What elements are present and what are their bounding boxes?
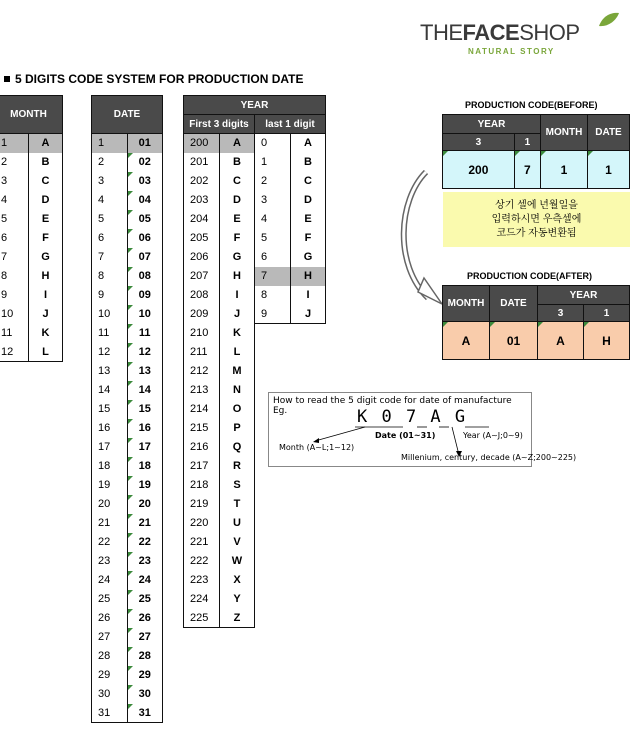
after-year-last-value: H bbox=[583, 322, 629, 360]
month-number: 9 bbox=[0, 286, 29, 305]
before-month-input[interactable]: 1 bbox=[541, 151, 588, 189]
year-last-digit: 3 bbox=[255, 191, 291, 210]
date-code: 25 bbox=[127, 590, 163, 609]
date-number: 12 bbox=[92, 343, 128, 362]
year-first-code: I bbox=[220, 286, 255, 305]
date-number: 15 bbox=[92, 400, 128, 419]
date-row bbox=[92, 248, 163, 267]
year-first-code: A bbox=[220, 134, 255, 153]
year-first-digits: 217 bbox=[184, 457, 220, 476]
month-row bbox=[0, 286, 63, 305]
month-row bbox=[0, 210, 63, 229]
brand-name: THEFACESHOP bbox=[420, 20, 580, 45]
month-row bbox=[0, 134, 63, 153]
year-row bbox=[184, 590, 326, 609]
after-year-sub-1: 1 bbox=[583, 305, 629, 322]
year-row bbox=[184, 305, 326, 324]
year-first-digits: 211 bbox=[184, 343, 220, 362]
after-month-value: A bbox=[443, 322, 490, 360]
date-row bbox=[92, 685, 163, 704]
year-first-code: D bbox=[220, 191, 255, 210]
date-number: 18 bbox=[92, 457, 128, 476]
year-first-digits: 204 bbox=[184, 210, 220, 229]
year-row bbox=[184, 191, 326, 210]
month-row bbox=[0, 343, 63, 362]
date-number: 19 bbox=[92, 476, 128, 495]
date-number: 24 bbox=[92, 571, 128, 590]
date-row bbox=[92, 438, 163, 457]
date-code: 03 bbox=[127, 172, 163, 191]
before-date-header: DATE bbox=[588, 115, 630, 151]
date-row bbox=[92, 571, 163, 590]
year-first-digits: 225 bbox=[184, 609, 220, 628]
month-code: I bbox=[29, 286, 63, 305]
year-first-digits: 222 bbox=[184, 552, 220, 571]
date-row bbox=[92, 191, 163, 210]
date-number: 25 bbox=[92, 590, 128, 609]
label-date: Date (01~31) bbox=[375, 431, 436, 440]
date-code: 27 bbox=[127, 628, 163, 647]
before-year-first-input[interactable]: 200 bbox=[443, 151, 515, 189]
month-row bbox=[0, 305, 63, 324]
date-row bbox=[92, 305, 163, 324]
month-row bbox=[0, 229, 63, 248]
month-code: L bbox=[29, 343, 63, 362]
after-year-first-value: A bbox=[538, 322, 584, 360]
date-code: 05 bbox=[127, 210, 163, 229]
month-number: 11 bbox=[0, 324, 29, 343]
month-row bbox=[0, 153, 63, 172]
year-first-code: E bbox=[220, 210, 255, 229]
year-empty-cell bbox=[255, 476, 326, 495]
year-first-code: N bbox=[220, 381, 255, 400]
date-code: 28 bbox=[127, 647, 163, 666]
year-first-code: U bbox=[220, 514, 255, 533]
date-row bbox=[92, 647, 163, 666]
date-number: 20 bbox=[92, 495, 128, 514]
date-row bbox=[92, 704, 163, 723]
year-first-code: W bbox=[220, 552, 255, 571]
year-row bbox=[184, 514, 326, 533]
month-code: J bbox=[29, 305, 63, 324]
year-empty-cell bbox=[255, 533, 326, 552]
year-first-digits: 200 bbox=[184, 134, 220, 153]
year-first-digits: 213 bbox=[184, 381, 220, 400]
month-header: MONTH bbox=[0, 96, 63, 134]
year-first-digits: 201 bbox=[184, 153, 220, 172]
leaf-icon bbox=[598, 12, 620, 28]
month-number: 12 bbox=[0, 343, 29, 362]
year-table bbox=[183, 95, 326, 628]
after-month-header: MONTH bbox=[443, 286, 490, 322]
date-number: 10 bbox=[92, 305, 128, 324]
year-row bbox=[184, 571, 326, 590]
date-row bbox=[92, 476, 163, 495]
year-empty-cell bbox=[255, 343, 326, 362]
date-number: 3 bbox=[92, 172, 128, 191]
date-row bbox=[92, 343, 163, 362]
production-code-before-table bbox=[442, 114, 630, 189]
year-first-digits: 207 bbox=[184, 267, 220, 286]
month-number: 2 bbox=[0, 153, 29, 172]
date-row bbox=[92, 229, 163, 248]
month-row bbox=[0, 324, 63, 343]
label-month: Month (A~L;1~12) bbox=[279, 443, 355, 452]
month-code: B bbox=[29, 153, 63, 172]
year-row bbox=[184, 324, 326, 343]
date-code: 07 bbox=[127, 248, 163, 267]
year-last-code: A bbox=[291, 134, 326, 153]
auto-convert-note: 상기 셀에 년월일을 입력하시면 우측셀에 코드가 자동변환됨 bbox=[443, 192, 630, 247]
before-title: PRODUCTION CODE(BEFORE) bbox=[465, 100, 598, 110]
year-first-code: T bbox=[220, 495, 255, 514]
year-first-code: Q bbox=[220, 438, 255, 457]
year-first-digits: 203 bbox=[184, 191, 220, 210]
date-number: 22 bbox=[92, 533, 128, 552]
year-first-digits: 221 bbox=[184, 533, 220, 552]
production-code-after-table bbox=[442, 285, 630, 360]
date-number: 30 bbox=[92, 685, 128, 704]
date-code: 18 bbox=[127, 457, 163, 476]
date-row bbox=[92, 286, 163, 305]
month-row bbox=[0, 248, 63, 267]
date-code: 21 bbox=[127, 514, 163, 533]
month-code: A bbox=[29, 134, 63, 153]
date-row bbox=[92, 324, 163, 343]
year-first-digits: 214 bbox=[184, 400, 220, 419]
date-number: 8 bbox=[92, 267, 128, 286]
year-row bbox=[184, 248, 326, 267]
month-number: 5 bbox=[0, 210, 29, 229]
date-code: 20 bbox=[127, 495, 163, 514]
year-row bbox=[184, 362, 326, 381]
year-first-code: V bbox=[220, 533, 255, 552]
month-row bbox=[0, 267, 63, 286]
year-row bbox=[184, 476, 326, 495]
month-code: K bbox=[29, 324, 63, 343]
date-row bbox=[92, 628, 163, 647]
year-last-digit-header: last 1 digit bbox=[255, 115, 326, 134]
year-first-code: B bbox=[220, 153, 255, 172]
date-table bbox=[91, 95, 163, 723]
how-to-read-box bbox=[268, 392, 577, 467]
year-first-digits: 202 bbox=[184, 172, 220, 191]
year-first-code: O bbox=[220, 400, 255, 419]
date-number: 21 bbox=[92, 514, 128, 533]
date-code: 08 bbox=[127, 267, 163, 286]
year-last-digit: 6 bbox=[255, 248, 291, 267]
date-number: 26 bbox=[92, 609, 128, 628]
date-number: 27 bbox=[92, 628, 128, 647]
date-code: 13 bbox=[127, 362, 163, 381]
year-first-digits: 206 bbox=[184, 248, 220, 267]
label-millenium: Millenium, century, decade (A~Z;200~225) bbox=[401, 453, 577, 462]
year-first-digits: 218 bbox=[184, 476, 220, 495]
month-code: D bbox=[29, 191, 63, 210]
year-first-code: M bbox=[220, 362, 255, 381]
date-number: 29 bbox=[92, 666, 128, 685]
date-code: 06 bbox=[127, 229, 163, 248]
year-first-code: C bbox=[220, 172, 255, 191]
year-first-digits: 205 bbox=[184, 229, 220, 248]
month-code: C bbox=[29, 172, 63, 191]
date-number: 16 bbox=[92, 419, 128, 438]
date-code: 22 bbox=[127, 533, 163, 552]
date-code: 17 bbox=[127, 438, 163, 457]
year-last-code: F bbox=[291, 229, 326, 248]
date-row bbox=[92, 362, 163, 381]
year-last-code: E bbox=[291, 210, 326, 229]
year-first-code: F bbox=[220, 229, 255, 248]
before-year-header: YEAR bbox=[443, 115, 541, 134]
year-last-code: J bbox=[291, 305, 326, 324]
date-code: 24 bbox=[127, 571, 163, 590]
year-first-code: L bbox=[220, 343, 255, 362]
year-last-digit: 2 bbox=[255, 172, 291, 191]
year-first-code: G bbox=[220, 248, 255, 267]
date-code: 30 bbox=[127, 685, 163, 704]
date-number: 9 bbox=[92, 286, 128, 305]
year-row bbox=[184, 210, 326, 229]
date-row bbox=[92, 172, 163, 191]
year-empty-cell bbox=[255, 571, 326, 590]
date-number: 23 bbox=[92, 552, 128, 571]
year-header: YEAR bbox=[184, 96, 326, 115]
month-number: 6 bbox=[0, 229, 29, 248]
date-number: 4 bbox=[92, 191, 128, 210]
year-first-code: J bbox=[220, 305, 255, 324]
year-first-code: X bbox=[220, 571, 255, 590]
date-number: 13 bbox=[92, 362, 128, 381]
year-first-code: Z bbox=[220, 609, 255, 628]
date-row bbox=[92, 457, 163, 476]
year-first-digits: 219 bbox=[184, 495, 220, 514]
date-row bbox=[92, 134, 163, 153]
after-title: PRODUCTION CODE(AFTER) bbox=[467, 271, 592, 281]
year-last-code: C bbox=[291, 172, 326, 191]
year-first-digits: 216 bbox=[184, 438, 220, 457]
after-date-header: DATE bbox=[490, 286, 538, 322]
page-title: 5 DIGITS CODE SYSTEM FOR PRODUCTION DATE bbox=[4, 72, 303, 86]
year-first-digits: 215 bbox=[184, 419, 220, 438]
year-row bbox=[184, 552, 326, 571]
brand-logo bbox=[420, 18, 620, 60]
year-last-code: G bbox=[291, 248, 326, 267]
year-row bbox=[184, 609, 326, 628]
date-row bbox=[92, 609, 163, 628]
before-year-sub-1: 1 bbox=[514, 134, 540, 151]
date-number: 5 bbox=[92, 210, 128, 229]
date-code: 23 bbox=[127, 552, 163, 571]
date-row bbox=[92, 419, 163, 438]
year-empty-cell bbox=[255, 514, 326, 533]
date-code: 11 bbox=[127, 324, 163, 343]
year-last-digit: 4 bbox=[255, 210, 291, 229]
year-first-digits: 209 bbox=[184, 305, 220, 324]
month-number: 10 bbox=[0, 305, 29, 324]
year-last-digit: 5 bbox=[255, 229, 291, 248]
date-row bbox=[92, 514, 163, 533]
date-code: 04 bbox=[127, 191, 163, 210]
date-code: 12 bbox=[127, 343, 163, 362]
date-code: 02 bbox=[127, 153, 163, 172]
year-empty-cell bbox=[255, 609, 326, 628]
year-row bbox=[184, 267, 326, 286]
how-to-eg: Eg. bbox=[273, 406, 288, 416]
year-last-digit: 8 bbox=[255, 286, 291, 305]
after-date-value: 01 bbox=[490, 322, 538, 360]
square-bullet-icon bbox=[4, 76, 10, 82]
year-empty-cell bbox=[255, 495, 326, 514]
date-code: 26 bbox=[127, 609, 163, 628]
date-number: 6 bbox=[92, 229, 128, 248]
after-year-sub-3: 3 bbox=[538, 305, 584, 322]
year-row bbox=[184, 495, 326, 514]
year-row bbox=[184, 343, 326, 362]
year-first-code: S bbox=[220, 476, 255, 495]
year-empty-cell bbox=[255, 324, 326, 343]
month-number: 3 bbox=[0, 172, 29, 191]
year-empty-cell bbox=[255, 362, 326, 381]
year-last-digit: 1 bbox=[255, 153, 291, 172]
before-date-input[interactable]: 1 bbox=[588, 151, 630, 189]
year-last-code: D bbox=[291, 191, 326, 210]
date-code: 01 bbox=[127, 134, 163, 153]
date-number: 17 bbox=[92, 438, 128, 457]
date-code: 10 bbox=[127, 305, 163, 324]
date-code: 15 bbox=[127, 400, 163, 419]
date-row bbox=[92, 552, 163, 571]
year-row bbox=[184, 286, 326, 305]
date-code: 14 bbox=[127, 381, 163, 400]
date-row bbox=[92, 267, 163, 286]
date-code: 29 bbox=[127, 666, 163, 685]
date-code: 19 bbox=[127, 476, 163, 495]
date-row bbox=[92, 153, 163, 172]
year-last-code: B bbox=[291, 153, 326, 172]
year-row bbox=[184, 153, 326, 172]
year-first-code: K bbox=[220, 324, 255, 343]
year-first-digits: 210 bbox=[184, 324, 220, 343]
month-number: 4 bbox=[0, 191, 29, 210]
year-first-digits: 208 bbox=[184, 286, 220, 305]
date-row bbox=[92, 495, 163, 514]
year-last-digit: 9 bbox=[255, 305, 291, 324]
year-first-code: R bbox=[220, 457, 255, 476]
month-row bbox=[0, 172, 63, 191]
month-table bbox=[0, 95, 63, 362]
month-code: G bbox=[29, 248, 63, 267]
year-last-code: I bbox=[291, 286, 326, 305]
date-code: 31 bbox=[127, 704, 163, 723]
date-number: 11 bbox=[92, 324, 128, 343]
year-empty-cell bbox=[255, 552, 326, 571]
before-year-last-input[interactable]: 7 bbox=[514, 151, 540, 189]
year-first-code: Y bbox=[220, 590, 255, 609]
date-row bbox=[92, 533, 163, 552]
date-number: 31 bbox=[92, 704, 128, 723]
before-year-sub-3: 3 bbox=[443, 134, 515, 151]
after-year-header: YEAR bbox=[538, 286, 630, 305]
month-code: F bbox=[29, 229, 63, 248]
date-row bbox=[92, 210, 163, 229]
year-first-digits: 224 bbox=[184, 590, 220, 609]
brand-tagline: NATURAL STORY bbox=[468, 47, 555, 56]
date-code: 09 bbox=[127, 286, 163, 305]
year-row bbox=[184, 533, 326, 552]
year-row bbox=[184, 229, 326, 248]
date-number: 28 bbox=[92, 647, 128, 666]
year-last-code: H bbox=[291, 267, 326, 286]
date-row bbox=[92, 590, 163, 609]
date-number: 2 bbox=[92, 153, 128, 172]
date-number: 7 bbox=[92, 248, 128, 267]
date-row bbox=[92, 666, 163, 685]
date-number: 1 bbox=[92, 134, 128, 153]
date-number: 14 bbox=[92, 381, 128, 400]
month-row bbox=[0, 191, 63, 210]
date-code: 16 bbox=[127, 419, 163, 438]
date-row bbox=[92, 400, 163, 419]
month-code: E bbox=[29, 210, 63, 229]
year-empty-cell bbox=[255, 590, 326, 609]
year-first-digits: 212 bbox=[184, 362, 220, 381]
year-row bbox=[184, 172, 326, 191]
year-first-code: P bbox=[220, 419, 255, 438]
before-month-header: MONTH bbox=[541, 115, 588, 151]
year-first-digits: 223 bbox=[184, 571, 220, 590]
example-code: K 0 7 A G bbox=[357, 407, 468, 427]
date-row bbox=[92, 381, 163, 400]
year-first-digits: 220 bbox=[184, 514, 220, 533]
year-last-digit: 0 bbox=[255, 134, 291, 153]
year-row bbox=[184, 134, 326, 153]
label-year: Year (A~J;0~9) bbox=[463, 431, 523, 440]
month-number: 7 bbox=[0, 248, 29, 267]
month-number: 1 bbox=[0, 134, 29, 153]
date-header: DATE bbox=[92, 96, 163, 134]
month-code: H bbox=[29, 267, 63, 286]
year-first-code: H bbox=[220, 267, 255, 286]
how-to-title: How to read the 5 digit code for date of manufacture bbox=[273, 396, 512, 406]
year-last-digit: 7 bbox=[255, 267, 291, 286]
year-first-digits-header: First 3 digits bbox=[184, 115, 255, 134]
month-number: 8 bbox=[0, 267, 29, 286]
